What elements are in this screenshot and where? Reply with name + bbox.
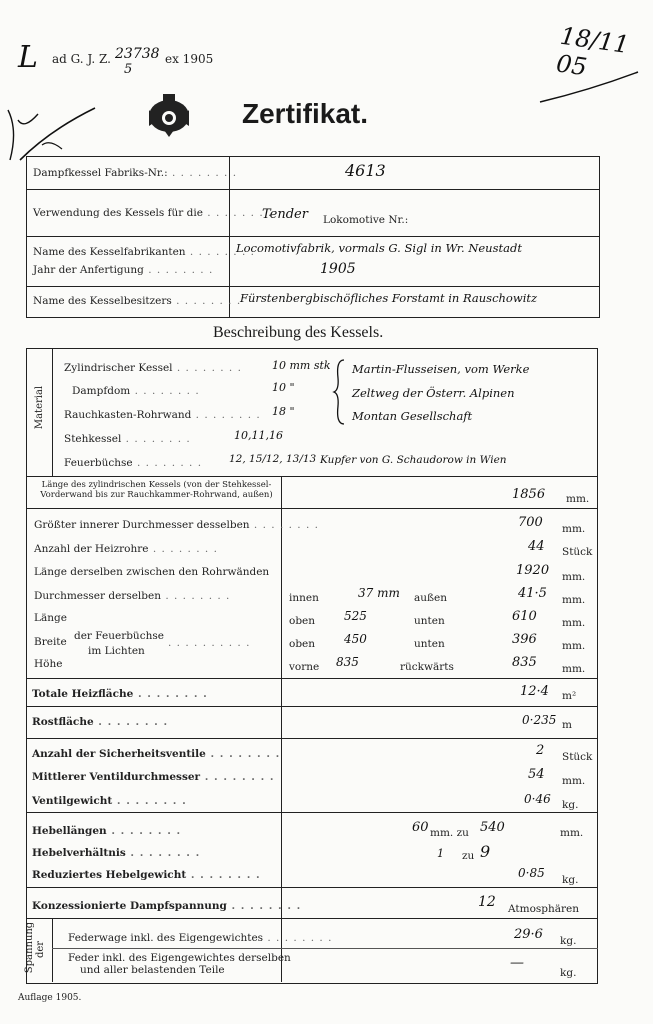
value-lever-length-b: 540 (480, 820, 505, 835)
dim-unit-tube-diameter: mm. (562, 594, 586, 606)
material-label-dome: Dampfdom . . . (72, 385, 200, 397)
dim-sub2-tube-diameter: außen (414, 592, 448, 604)
printed-locomotive-number: Lokomotive Nr.: (323, 214, 409, 226)
dim-sub1-length: oben (289, 615, 316, 627)
dim-sub2-height: rückwärts (400, 661, 454, 673)
unit-valve-diameter: mm. (562, 775, 586, 787)
page-title: Zertifikat. (242, 98, 369, 129)
dim-value-tube-length: 1920 (516, 563, 550, 578)
reference-number: 23738 (115, 46, 160, 62)
length-value: 1856 (512, 487, 546, 502)
length-unit: mm. (566, 493, 590, 505)
value-safety-valves: 2 (536, 743, 545, 758)
label-safety-valves: Anzahl der Sicherheitsventile . . . (32, 748, 280, 760)
label-spring-weight-1: Feder inkl. des Eigengewichtes derselben (68, 952, 291, 964)
dim-val1-tube-diameter: 37 mm (358, 586, 400, 600)
value-lever-ratio-b: 9 (480, 842, 491, 861)
unit-lever-length: mm. (560, 827, 584, 839)
firebox-group-label-1: der Feuerbüchse (74, 630, 164, 642)
dim-sub2-width: unten (414, 638, 445, 650)
dim-val1-width: 450 (344, 632, 367, 646)
value-grate-area: 0·235 (522, 713, 557, 727)
dim-val1-height: 835 (336, 655, 359, 669)
value-usage: Tender (262, 207, 308, 222)
dim-unit-length: mm. (562, 617, 586, 629)
dim-sub2-length: unten (414, 615, 445, 627)
firebox-group-dots: . . . . . . . . . . (168, 637, 251, 649)
label-year: Jahr der Anfertigung . . . (33, 264, 213, 276)
unit-spring-weight: kg. (560, 967, 577, 979)
firebox-group-label-2: im Lichten (88, 645, 145, 657)
label-grate-area: Rostfläche . . . (32, 716, 168, 728)
value-spring-weight: — (510, 955, 524, 971)
reference-prefix: ad G. J. Z. (52, 52, 111, 66)
material-supplier-3: Montan Gesellschaft (352, 409, 473, 423)
unit-safety-valves: Stück (562, 751, 593, 763)
material-value-smokebox: 18 " (272, 405, 295, 418)
unit-spring-scale: kg. (560, 935, 577, 947)
material-supplier-1: Martin-Flusseisen, vom Werke (352, 362, 530, 376)
value-lever-weight: 0·85 (518, 866, 545, 880)
unit-grate-area: m (562, 719, 572, 731)
dim-label-height: Höhe (34, 658, 63, 670)
dim-label-tubes: Anzahl der Heizrohre . . . (34, 543, 218, 555)
handwritten-strokes (0, 20, 653, 170)
label-spring-scale: Federwage inkl. des Eigengewichtes . . . (68, 932, 332, 944)
label-boiler-number: Dampfkessel Fabriks-Nr.: . . . (33, 167, 237, 179)
unit-lever-weight: kg. (562, 874, 579, 886)
dim-value-width: 396 (512, 632, 537, 647)
dim-value-diameter: 700 (518, 515, 543, 530)
section-title: Beschreibung des Kessels. (213, 324, 384, 341)
label-lever-length: Hebellängen . . . (32, 825, 181, 837)
value-manufacturer: Locomotivfabrik, vormals G. Sigl in Wr. Neustadt (236, 241, 522, 255)
dim-label-tube-length: Länge derselben zwischen den Rohrwänden (34, 566, 270, 578)
dim-sub1-height: vorne (289, 661, 320, 673)
dim-value-length: 610 (512, 609, 537, 624)
material-firebox-supplier: Kupfer von G. Schaudorow in Wien (320, 454, 507, 466)
label-manufacturer: Name des Kesselfabrikanten . . . (33, 246, 255, 258)
material-supplier-2: Zeltweg der Österr. Alpinen (352, 386, 515, 400)
label-lever-weight: Reduziertes Hebelgewicht . . . (32, 869, 261, 881)
value-lever-ratio-a: 1 (437, 847, 444, 860)
value-steam-pressure: 12 (478, 894, 496, 910)
unit-heating-surface: m² (562, 690, 577, 702)
value-spring-scale: 29·6 (514, 927, 543, 942)
value-lever-length-a: 60 (412, 820, 429, 835)
dim-value-tubes: 44 (528, 539, 545, 554)
label-heating-surface: Totale Heizfläche . . . (32, 688, 208, 700)
spring-side-label-1: Spannung (24, 921, 36, 974)
label-spring-weight-2: und aller belastenden Teile (80, 964, 225, 976)
value-valve-diameter: 54 (528, 767, 545, 782)
dim-value-tube-diameter: 41·5 (518, 586, 547, 601)
material-value-firebox: 12, 15/12, 13/13 (229, 453, 317, 465)
value-boiler-number: 4613 (345, 161, 386, 180)
label-valve-weight: Ventilgewicht . . . (32, 795, 187, 807)
unit-steam-pressure: Atmosphären (508, 903, 580, 915)
footer-edition: Auflage 1905. (18, 993, 82, 1003)
dim-sub1-tube-diameter: innen (289, 592, 319, 604)
eagle-emblem-icon (146, 90, 192, 138)
dim-unit-height: mm. (562, 663, 586, 675)
unit-valve-weight: kg. (562, 799, 579, 811)
lever-length-mid: mm. zu (430, 827, 469, 839)
dim-label-width: Breite (34, 636, 67, 648)
label-usage: Verwendung des Kessels für die . . . (33, 207, 272, 219)
reference-year: ex 1905 (165, 52, 214, 66)
dim-value-height: 835 (512, 655, 537, 670)
label-steam-pressure: Konzessionierte Dampfspannung . . . (32, 900, 301, 912)
material-value-firebox-shell: 10,11,16 (234, 429, 283, 442)
dim-val1-length: 525 (344, 609, 367, 623)
length-label: Länge des zylindrischen Kessels (von der Stehkessel-Vorderwand bis zur Rauchkammer-Rohrwand, außen) (40, 480, 273, 500)
dim-unit-tubes: Stück (562, 546, 593, 558)
dim-label-diameter: Größter innerer Durchmesser desselben . . . (34, 519, 319, 531)
material-label-cylinder: Zylindrischer Kessel . . . (64, 362, 242, 374)
signature-initial: L (18, 40, 38, 75)
value-valve-weight: 0·46 (524, 792, 551, 806)
material-brace (332, 358, 346, 426)
dim-unit-tube-length: mm. (562, 571, 586, 583)
dim-label-tube-diameter: Durchmesser derselben . . . (34, 590, 230, 602)
value-owner: Fürstenbergbischöfliches Forstamt in Rauschowitz (240, 291, 538, 305)
reference-sub: 5 (124, 62, 133, 77)
material-value-cylinder: 10 mm stk (272, 359, 331, 372)
date-note: 18/11 05 (554, 21, 631, 82)
dim-unit-diameter: mm. (562, 523, 586, 535)
dim-sub1-width: oben (289, 638, 316, 650)
material-side-label: Material (34, 385, 46, 430)
label-lever-ratio: Hebelverhältnis . . . (32, 847, 200, 859)
value-year: 1905 (320, 261, 356, 277)
material-label-smokebox: Rauchkasten-Rohrwand . . . (64, 409, 261, 421)
dim-unit-width: mm. (562, 640, 586, 652)
lever-ratio-mid: zu (462, 850, 475, 862)
label-valve-diameter: Mittlerer Ventildurchmesser . . . (32, 771, 275, 783)
dim-label-length: Länge (34, 612, 67, 624)
material-label-firebox: Feuerbüchse . . . (64, 457, 202, 469)
value-heating-surface: 12·4 (520, 684, 549, 699)
material-label-firebox-shell: Stehkessel . . . (64, 433, 191, 445)
label-owner: Name des Kesselbesitzers . . . (33, 295, 241, 307)
material-value-dome: 10 " (272, 381, 295, 394)
spring-side-label-2: der (35, 940, 47, 959)
